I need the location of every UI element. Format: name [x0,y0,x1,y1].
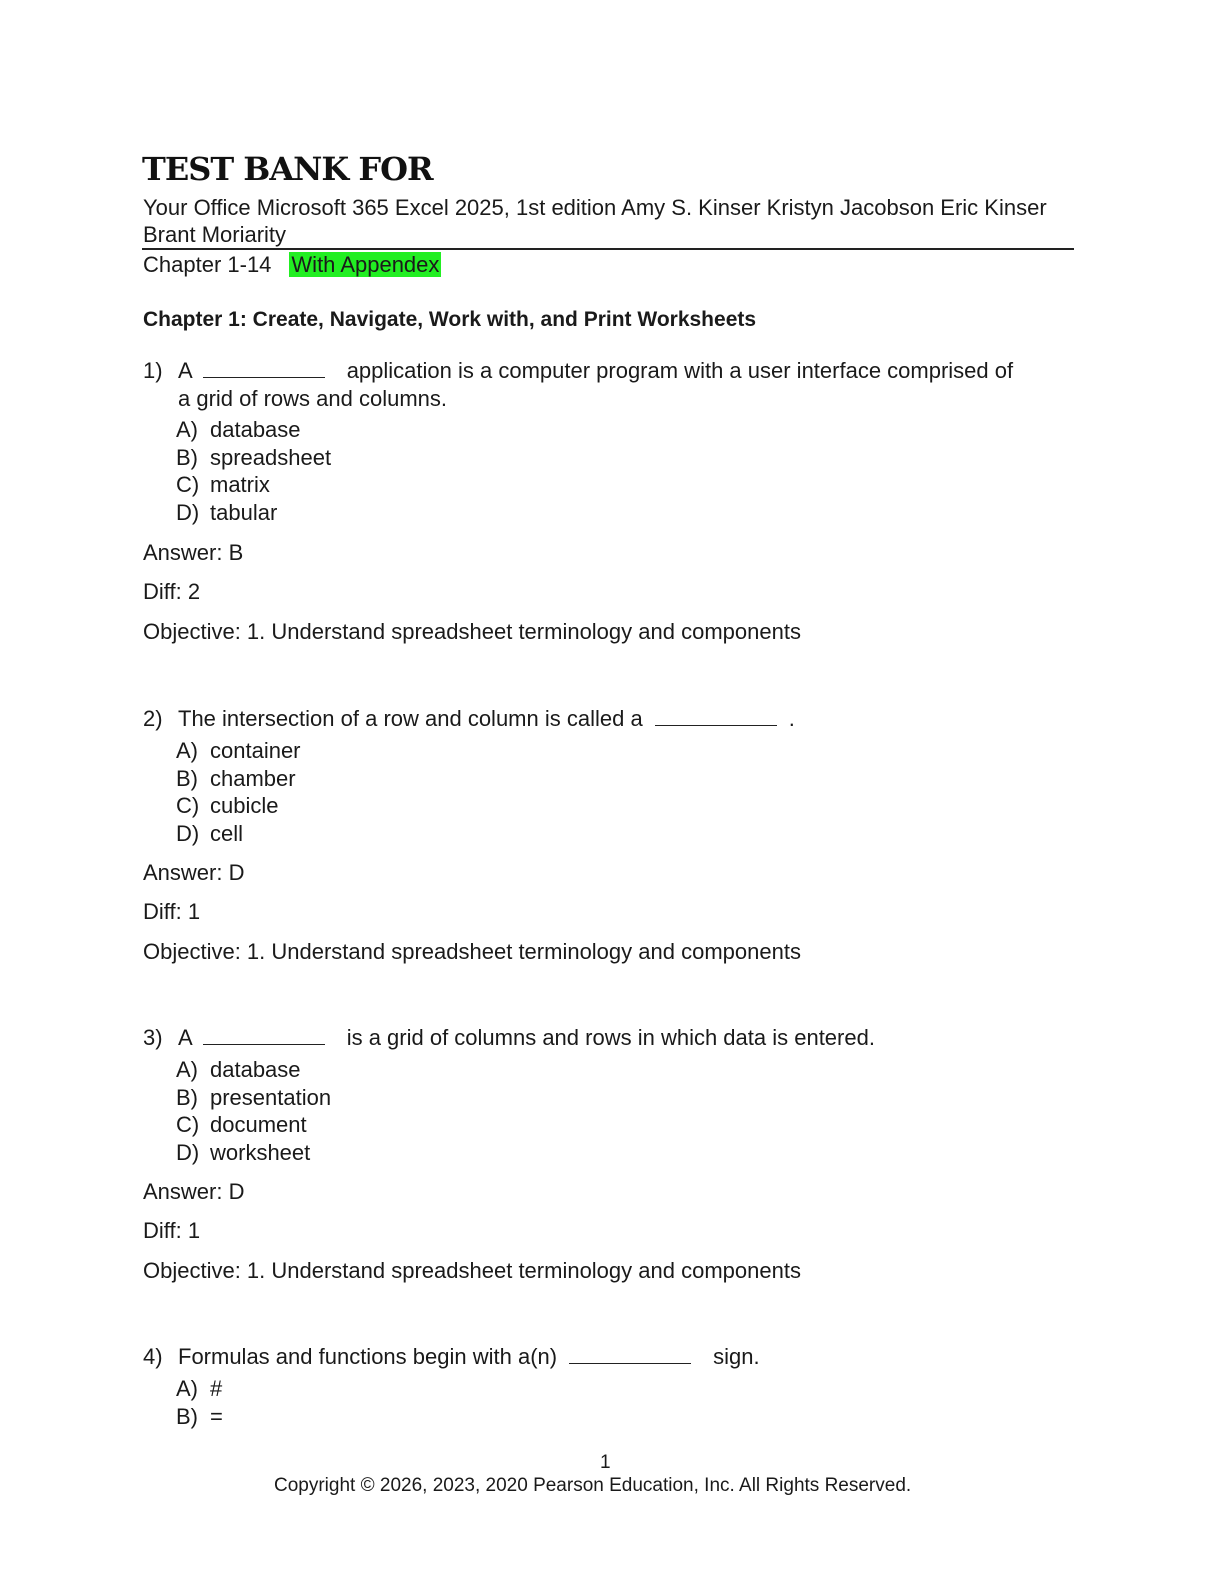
answer-line: Answer: B [143,540,244,565]
stem-text-before: A [178,1025,193,1050]
difficulty-line: Diff: 1 [143,899,201,924]
question-number: 3) [143,1025,163,1050]
difficulty-line: Diff: 1 [143,1218,201,1243]
answer-blank [203,359,325,378]
choice-a: A) database [176,417,301,442]
choice-list [176,1057,331,1167]
stem-text-after: application is a computer program with a user interface comprised of [346,358,1014,383]
header-rule [142,248,1074,250]
chapter-range: Chapter 1-14 [143,252,272,277]
choice-a: A) database [176,1057,301,1082]
choice-d: D) worksheet [176,1139,311,1165]
objective-line: Objective: 1. Understand spreadsheet terminology and components [143,1258,801,1283]
copyright-notice: Copyright © 2026, 2023, 2020 Pearson Education, Inc. All Rights Reserved. [274,1475,912,1496]
page-number: 1 [600,1452,611,1473]
question-number: 2) [143,706,163,731]
stem-text-before: A [178,358,193,383]
question-number: 1) [143,358,163,383]
choice-b: B) = [176,1403,223,1429]
objective-line: Objective: 1. Understand spreadsheet terminology and components [143,619,801,644]
choice-b: B) presentation [176,1084,332,1110]
question-number: 4) [143,1344,163,1369]
answer-line: Answer: D [143,860,245,885]
answer-blank [655,707,777,726]
stem-text-after: is a grid of columns and rows in which data is entered. [346,1025,875,1050]
choice-list [176,1376,223,1431]
answer-blank [569,1345,691,1364]
choice-b: B) spreadsheet [176,444,332,470]
choice-list [176,417,331,527]
objective-line: Objective: 1. Understand spreadsheet terminology and components [143,939,801,964]
choice-a: A) container [176,738,301,763]
choice-list [176,738,301,848]
choice-c: C) matrix [176,472,270,497]
choice-c: C) document [176,1112,307,1137]
chapter-heading: Chapter 1: Create, Navigate, Work with, and Print Worksheets [143,308,757,331]
stem-text-after: . [788,706,795,731]
stem-text-after: sign. [713,1344,760,1369]
stem-text-line2: a grid of rows and columns. [178,386,448,411]
choice-d: D) tabular [176,499,278,525]
answer-line: Answer: D [143,1179,245,1204]
chapter-range-line [143,252,441,278]
document-title: TEST BANK FOR [142,150,433,188]
choice-c: C) cubicle [176,793,279,818]
difficulty-line: Diff: 2 [143,579,201,604]
choice-d: D) cell [176,820,244,846]
highlighted-note: With Appendex [291,252,440,277]
answer-blank [203,1026,325,1045]
stem-text-before: The intersection of a row and column is called a [178,706,643,731]
choice-b: B) chamber [176,765,296,791]
choice-a: A) # [176,1376,223,1401]
book-subtitle: Your Office Microsoft 365 Excel 2025, 1st edition Amy S. Kinser Kristyn Jacobson Eric Kinser Brant Moriarity [143,195,1047,247]
stem-text-before: Formulas and functions begin with a(n) [178,1344,558,1369]
